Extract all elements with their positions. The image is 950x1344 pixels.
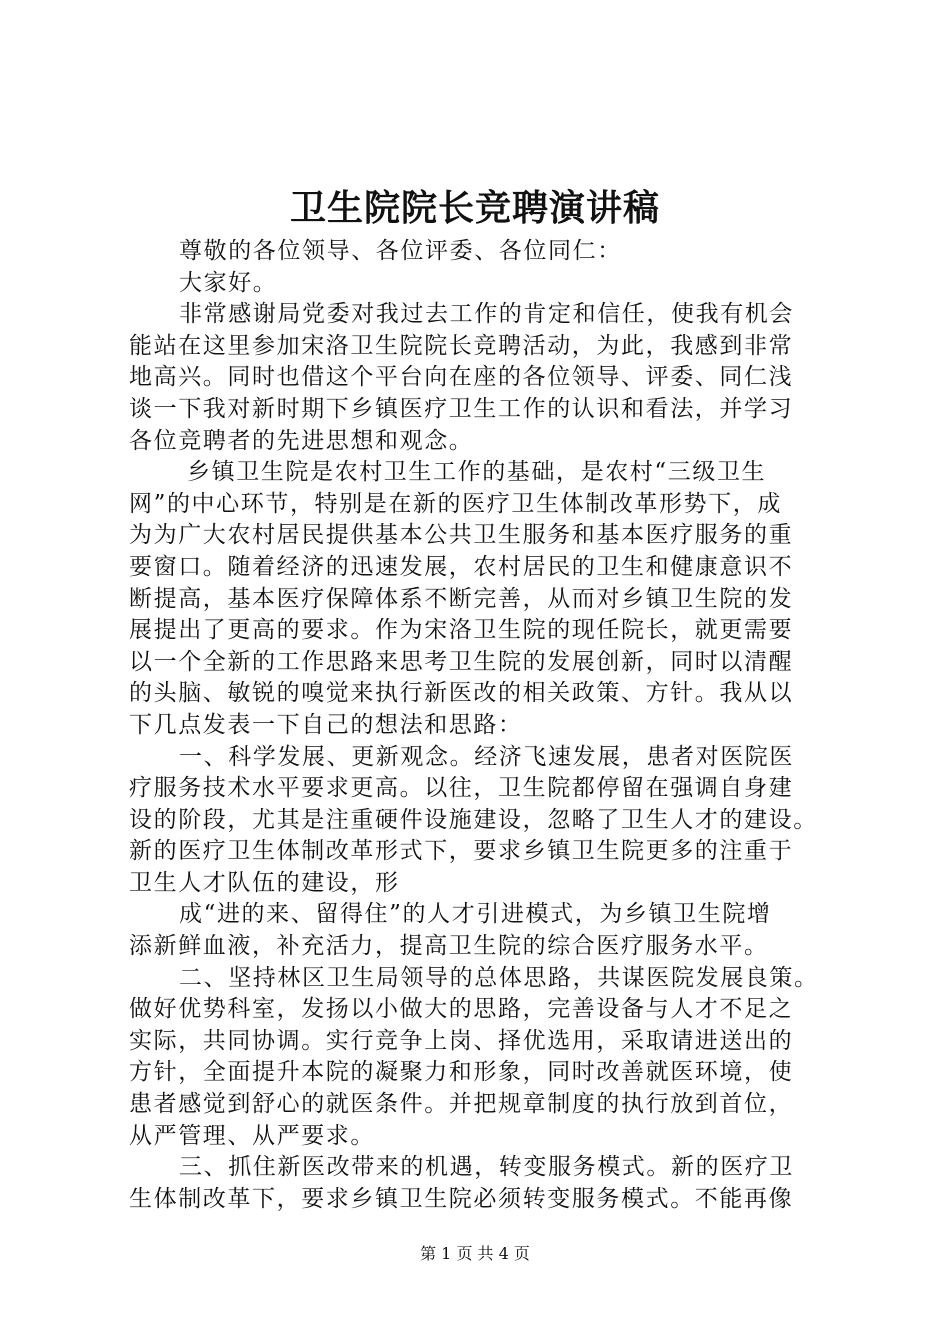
paragraph-line: 疗服务技术水平要求更高。以往，卫生院都停留在强调自身建	[129, 775, 794, 802]
paragraph-line: 实际，共同协调。实行竞争上岗、择优选用，采取请进送出的	[129, 1027, 794, 1054]
paragraph-line: 从严管理、从严要求。	[129, 1122, 375, 1149]
paragraph-line: 展提出了更高的要求。作为宋洛卫生院的现任院长，就更需要	[129, 617, 794, 644]
paragraph-line: 的头脑、敏锐的嗅觉来执行新医改的相关政策、方针。我从以	[129, 680, 794, 707]
paragraph-line: 各位竞聘者的先进思想和观念。	[129, 427, 474, 454]
paragraph-line: 断提高，基本医疗保障体系不断完善，从而对乡镇卫生院的发	[129, 585, 794, 612]
paragraph-line: 卫生人才队伍的建设，形	[129, 869, 400, 896]
paragraph-line: 下几点发表一下自己的想法和思路：	[129, 711, 523, 738]
paragraph-line: 方针，全面提升本院的凝聚力和形象，同时改善就医环境，使	[129, 1059, 794, 1086]
paragraph-line: 设的阶段，尤其是注重硬件设施建设，忽略了卫生人才的建设。	[129, 806, 818, 833]
page-number-footer: 第 1 页 共 4 页	[420, 1244, 530, 1263]
paragraph-line: 要窗口。随着经济的迅速发展，农村居民的卫生和健康意识不	[129, 553, 794, 580]
paragraph-line: 谈一下我对新时期下乡镇医疗卫生工作的认识和看法，并学习	[129, 395, 794, 422]
document-body	[129, 236, 834, 1215]
paragraph-line: 生体制改革下，要求乡镇卫生院必须转变服务模式。不能再像	[129, 1185, 794, 1212]
paragraph-line: 做好优势科室，发扬以小做大的思路，完善设备与人才不足之	[129, 996, 794, 1023]
paragraph-line: 乡镇卫生院是农村卫生工作的基础，是农村“三级卫生	[187, 459, 767, 486]
paragraph-line: 网”的中心环节，特别是在新的医疗卫生体制改革形势下，成	[129, 490, 782, 517]
paragraph-line: 患者感觉到舒心的就医条件。并把规章制度的执行放到首位，	[129, 1091, 794, 1118]
paragraph-line: 非常感谢局党委对我过去工作的肯定和信任，使我有机会	[179, 301, 794, 328]
paragraph-line: 三、抓住新医改带来的机遇，转变服务模式。新的医疗卫	[179, 1154, 794, 1181]
paragraph-line: 地高兴。同时也借这个平台向在座的各位领导、评委、同仁浅	[129, 364, 794, 391]
paragraph-line: 新的医疗卫生体制改革形式下，要求乡镇卫生院更多的注重于	[129, 838, 794, 865]
paragraph-line: 添新鲜血液，补充活力，提高卫生院的综合医疗服务水平。	[129, 933, 769, 960]
greeting-line: 大家好。	[179, 269, 278, 296]
paragraph-line: 能站在这里参加宋洛卫生院院长竞聘活动，为此，我感到非常	[129, 332, 794, 359]
paragraph-line: 为为广大农村居民提供基本公共卫生服务和基本医疗服务的重	[129, 522, 794, 549]
salutation-line: 尊敬的各位领导、各位评委、各位同仁：	[179, 238, 622, 264]
paragraph-line: 成“进的来、留得住”的人才引进模式，为乡镇卫生院增	[179, 901, 772, 928]
paragraph-line: 以一个全新的工作思路来思考卫生院的发展创新，同时以清醒	[129, 648, 794, 675]
paragraph-line: 一、科学发展、更新观念。经济飞速发展，患者对医院医	[179, 743, 794, 770]
document-title: 卫生院院长竞聘演讲稿	[289, 187, 660, 229]
paragraph-line: 二、坚持林区卫生局领导的总体思路，共谋医院发展良策。	[179, 964, 819, 991]
